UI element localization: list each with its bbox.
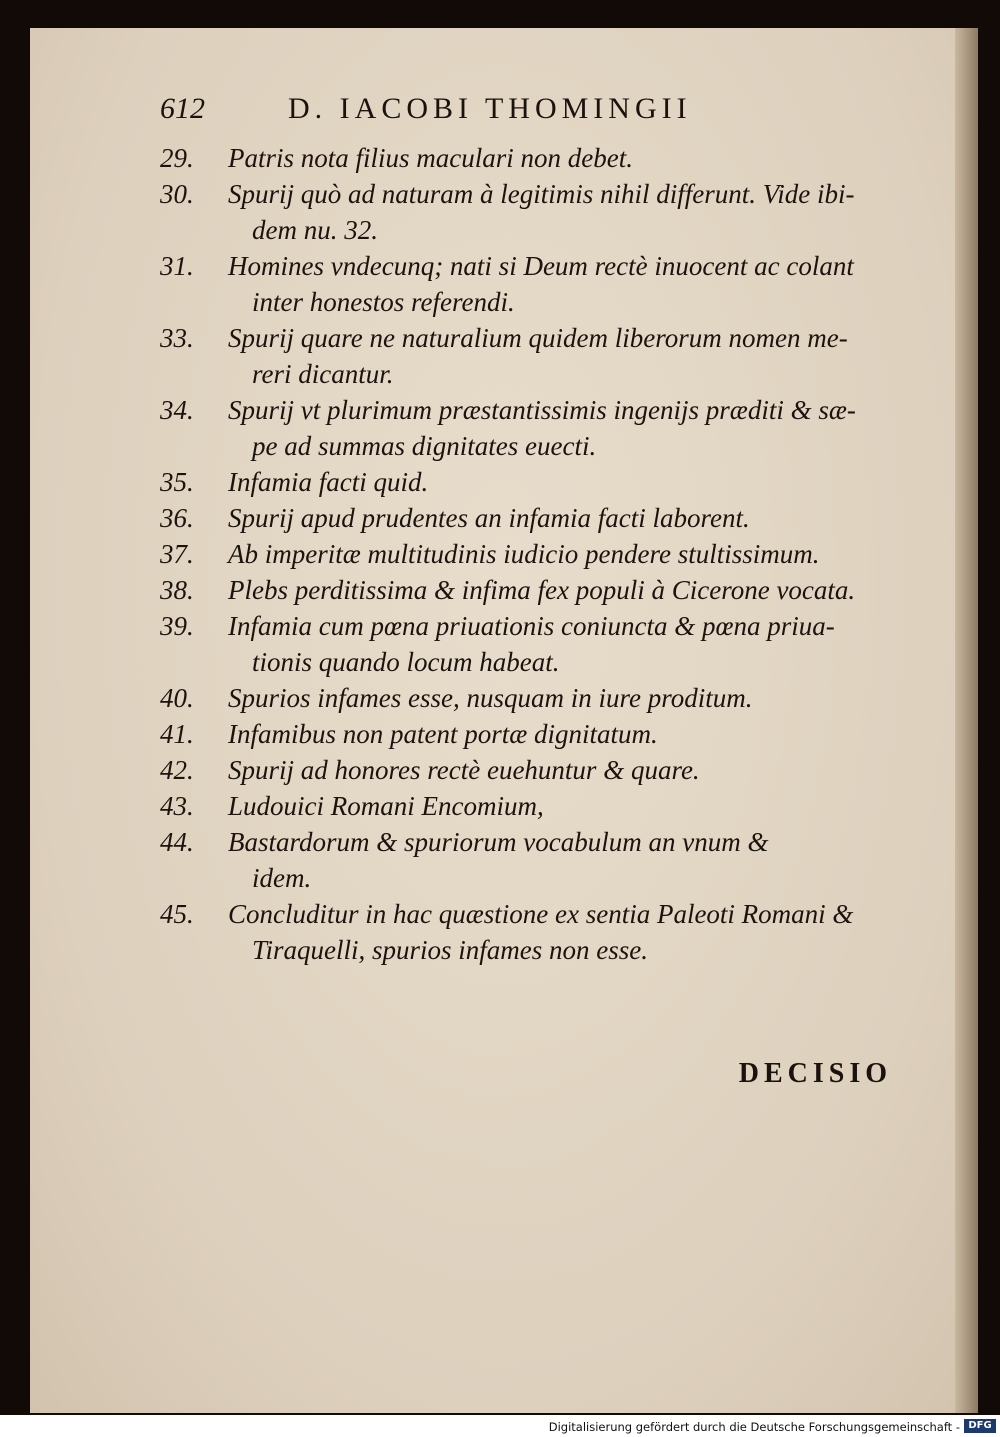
entry-text-line: Ludouici Romani Encomium, [228, 791, 544, 821]
entry-text-line: reri dicantur. [252, 359, 394, 389]
entry-text-line: Infamia facti quid. [228, 467, 429, 497]
entry-text-line: dem nu. 32. [252, 215, 378, 245]
footer [0, 1415, 1000, 1437]
entry-number: 45. [160, 899, 194, 929]
entry-text-line: Infamibus non patent portæ dignitatum. [228, 719, 658, 749]
summary-entry [160, 896, 900, 968]
catchword: DECISIO [738, 1058, 892, 1089]
entry-text-line: pe ad summas dignitates euecti. [252, 431, 597, 461]
entry-text-line: Spurij apud prudentes an infamia facti laborent. [228, 503, 750, 533]
entry-text-line: inter honestos referendi. [252, 287, 515, 317]
entry-number: 42. [160, 755, 194, 785]
summary-entry [160, 824, 900, 896]
entry-text-line: Tiraquelli, spurios infames non esse. [252, 935, 649, 965]
entry-number: 34. [160, 395, 194, 425]
entry-number: 29. [160, 143, 194, 173]
entry-number: 39. [160, 611, 194, 641]
entry-text-line: Spurij vt plurimum præstantissimis ingenijs præditi & sæ- [228, 395, 856, 425]
summary-entry [160, 248, 900, 320]
summary-list [160, 140, 900, 968]
summary-entry [160, 464, 900, 500]
entry-text-line: Concluditur in hac quæstione ex sentia Paleoti Romani & [228, 899, 854, 929]
entry-text-line: Bastardorum & spuriorum vocabulum an vnum & [228, 827, 769, 857]
funding-credit: Digitalisierung gefördert durch die Deutsche Forschungsgemeinschaft - [548, 1420, 960, 1434]
entry-text-line: Spurios infames esse, nusquam in iure proditum. [228, 683, 753, 713]
entry-text-line: Spurij quò ad naturam à legitimis nihil differunt. Vide ibi- [228, 179, 855, 209]
page-number: 612 [160, 92, 205, 125]
entry-text-line: Plebs perditissima & infima fex populi à Cicerone vocata. [228, 575, 856, 605]
summary-entry [160, 536, 900, 572]
entry-number: 35. [160, 467, 194, 497]
entry-text-line: Homines vndecunq; nati si Deum rectè inuocent ac colant [228, 251, 854, 281]
entry-number: 30. [160, 179, 194, 209]
entry-text-line: idem. [252, 863, 312, 893]
entry-number: 37. [160, 539, 194, 569]
entry-number: 40. [160, 683, 194, 713]
summary-entry [160, 752, 900, 788]
entry-text-line: Spurij ad honores rectè euehuntur & quare. [228, 755, 700, 785]
running-head: D. IACOBI THOMINGII [288, 92, 692, 125]
entry-number: 33. [160, 323, 194, 353]
summary-entry [160, 176, 900, 248]
page-edge [955, 28, 978, 1413]
entry-text-line: Infamia cum pœna priuationis coniuncta & pœna priua- [228, 611, 835, 641]
entry-text-line: Patris nota filius maculari non debet. [228, 143, 633, 173]
summary-entry [160, 680, 900, 716]
page-header [160, 92, 820, 132]
summary-entry [160, 572, 900, 608]
entry-number: 43. [160, 791, 194, 821]
entry-number: 36. [160, 503, 194, 533]
summary-entry [160, 608, 900, 680]
entry-number: 44. [160, 827, 194, 857]
entry-number: 31. [160, 251, 194, 281]
summary-entry [160, 788, 900, 824]
entry-text-line: Ab imperitæ multitudinis iudicio pendere stultissimum. [228, 539, 820, 569]
entry-text-line: tionis quando locum habeat. [252, 647, 560, 677]
summary-entry [160, 320, 900, 392]
dfg-logo: DFG [964, 1419, 996, 1433]
entry-number: 38. [160, 575, 194, 605]
summary-entry [160, 500, 900, 536]
entry-text-line: Spurij quare ne naturalium quidem liberorum nomen me- [228, 323, 848, 353]
summary-entry [160, 140, 900, 176]
summary-entry [160, 392, 900, 464]
entry-number: 41. [160, 719, 194, 749]
summary-entry [160, 716, 900, 752]
